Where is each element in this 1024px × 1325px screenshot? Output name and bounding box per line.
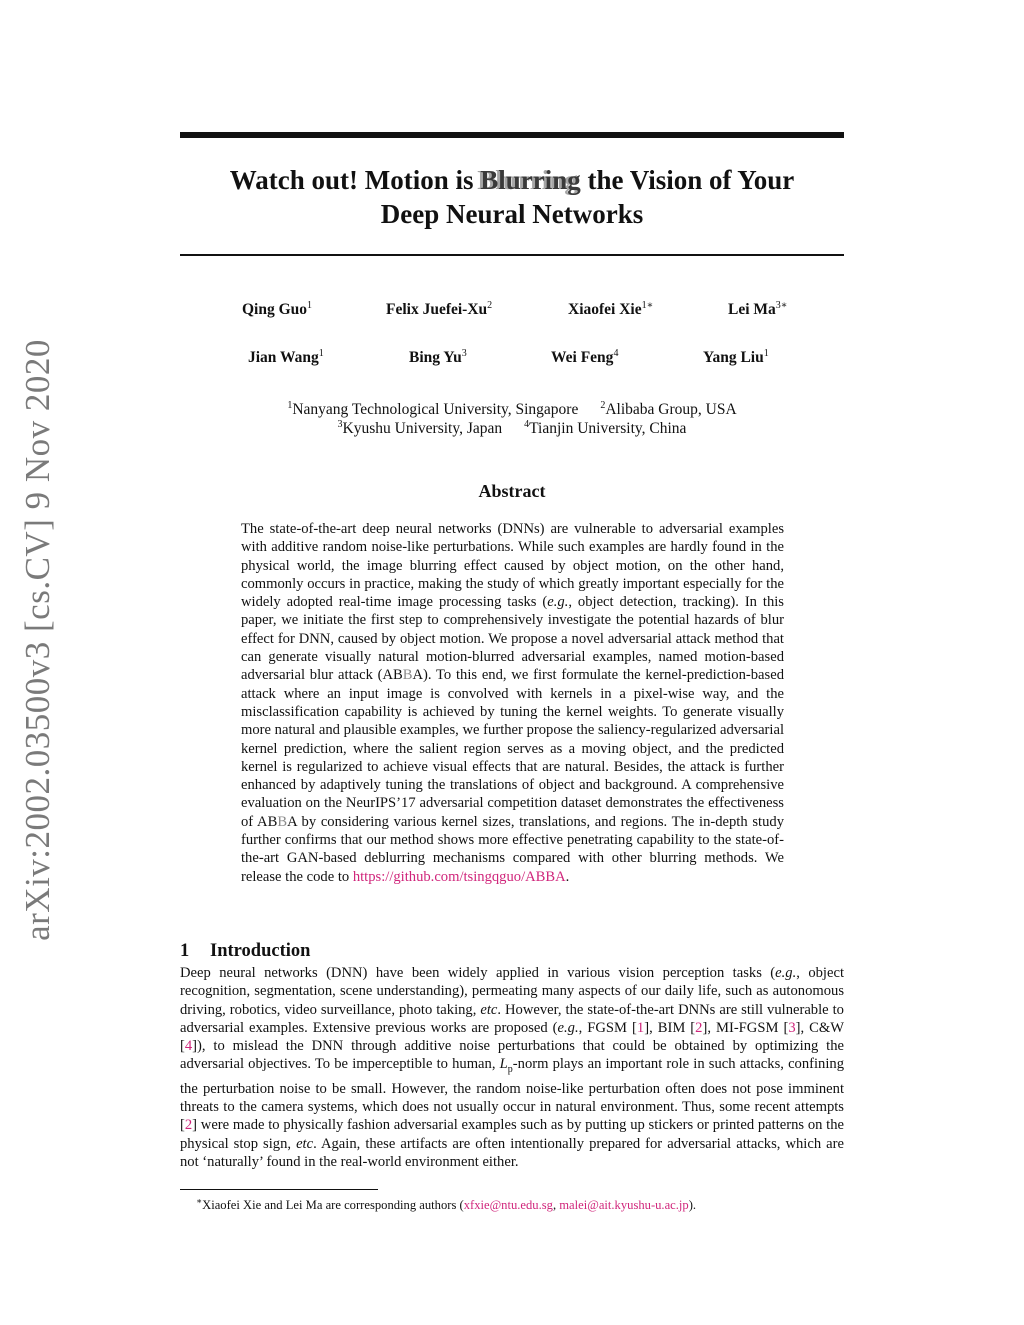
author: Xiaofei Xie$^{1∗}$ [568, 300, 654, 318]
footnote: ∗Xiaofei Xie and Lei Ma are corresponding authors (xfxie@ntu.edu.sg, malei@ait.kyushu-u.ac.jp). [196, 1196, 697, 1212]
email-link[interactable]: xfxie@ntu.edu.sg [463, 1198, 553, 1212]
citation-link[interactable]: 3 [788, 1019, 796, 1036]
title-bottom-rule [180, 254, 844, 256]
author: Bing Yu$^3$ [409, 348, 467, 366]
author: Wei Feng$^4$ [551, 348, 619, 366]
title-blurred-word: Blurring [480, 165, 581, 195]
author: Felix Juefei-Xu$^2$ [386, 300, 493, 318]
abstract-body: The state-of-the-art deep neural networks (DNNs) are vulnerable to adversarial examples with additive random noise-like perturbations. While such examples are hardly found in the physical world, the image blurring effect caused by object motion, on the other hand, commonly occurs in practice, making the study of which greatly important especially for the widely adopted real-time image processing tasks (e.g., object detection, tracking). In this paper, we initiate the first step to comprehensively investigate the potential hazards of blur effect for DNN, caused by object motion. We propose a novel adversarial attack method that can generate visually natural motion-blurred adversarial examples, named motion-based adversarial blur attack (ABBA). To this end, we first formulate the kernel-prediction-based attack where an input image is convolved with kernels in a pixel-wise way, and the misclassification capability is achieved by tuning the kernel weights. To generate visually more natural and plausible examples, we further propose the saliency-regularized adversarial kernel prediction, where the salient region serves as a moving object, and the predicted kernel is regularized to achieve visual effects that are natural. Besides, the attack is further enhanced by adaptively tuning the translations of object and background. A comprehensive evaluation on the NeurIPS’17 adversarial competition dataset demonstrates the effectiveness of ABBA by considering various kernel sizes, translations, and regions. The in-depth study further confirms that our method shows more effective penetrating capability to the state-of-the-art GAN-based deblurring mechanisms compared with other blurring methods. We release the code to https://github.com/tsingqguo/ABBA. [241, 521, 784, 885]
section-heading-introduction: 1 Introduction [180, 941, 311, 961]
arxiv-stamp [8, 339, 68, 941]
code-link[interactable]: https://github.com/tsingqguo/ABBA [352, 868, 566, 885]
affiliations-line-2: $^3$Kyushu University, Japan $^4$Tianjin University, China [337, 419, 687, 437]
citation-link[interactable]: 2 [184, 1117, 193, 1134]
lp-norm-symbol: $L_p$ [499, 1056, 513, 1076]
footnote-rule [180, 1189, 378, 1190]
abstract-heading: Abstract [478, 481, 546, 501]
author: Yang Liu$^1$ [703, 348, 769, 366]
title-top-rule [180, 132, 844, 138]
citation-link[interactable]: 2 [695, 1019, 703, 1036]
citation-link[interactable]: 1 [636, 1019, 645, 1036]
email-link[interactable]: malei@ait.kyushu-u.ac.jp [559, 1198, 689, 1212]
arxiv-stamp-text: arXiv:2002.03500v3 [cs.CV] 9 Nov 2020 [18, 339, 57, 941]
citation-link[interactable]: 4 [184, 1038, 193, 1055]
author: Qing Guo$^1$ [242, 300, 313, 318]
author: Lei $Ma^{3∗}$ [728, 300, 788, 318]
affiliations-line-1: $^1$Nanyang Technological University, Singapore $^2$Alibaba Group, USA [287, 400, 737, 418]
paper-title: Watch out! Motion is Blurring the Vision of Your Deep Neural Networks [229, 165, 795, 229]
introduction-body: Deep neural networks (DNN) have been widely applied in various vision perception tasks (e.g., object recognition, segmentation, scene understanding), permeating many aspects of our daily life, such as autonomous driving, robotics, video surveillance, photo taking, etc. However, the state-of-the-art DNNs are still vulnerable to adversarial examples. Extensive previous works are proposed (e.g., FGSM [1], BIM [2], MI-FGSM [3], C&W [4]), to mislead the DNN through additive noise perturbations that could be obtained by optimizing the adversarial objectives. To be imperceptible to human, $L_p$-norm plays an important role in such attacks, confining the perturbation noise to be small. However, the random noise-like perturbation often does not pose imminent threats to the camera systems, which does not usually occur in natural environment. Thus, some recent attempts [2] were made to physically fashion adversarial examples such as by putting up stickers or printed patterns on the physical stop sign, etc. Again, these artifacts are often intentionally prepared for adversarial attacks, which are not ‘naturally’ found in the real-world environment either. [180, 965, 844, 1170]
author: Jian Wang$^1$ [248, 348, 324, 366]
